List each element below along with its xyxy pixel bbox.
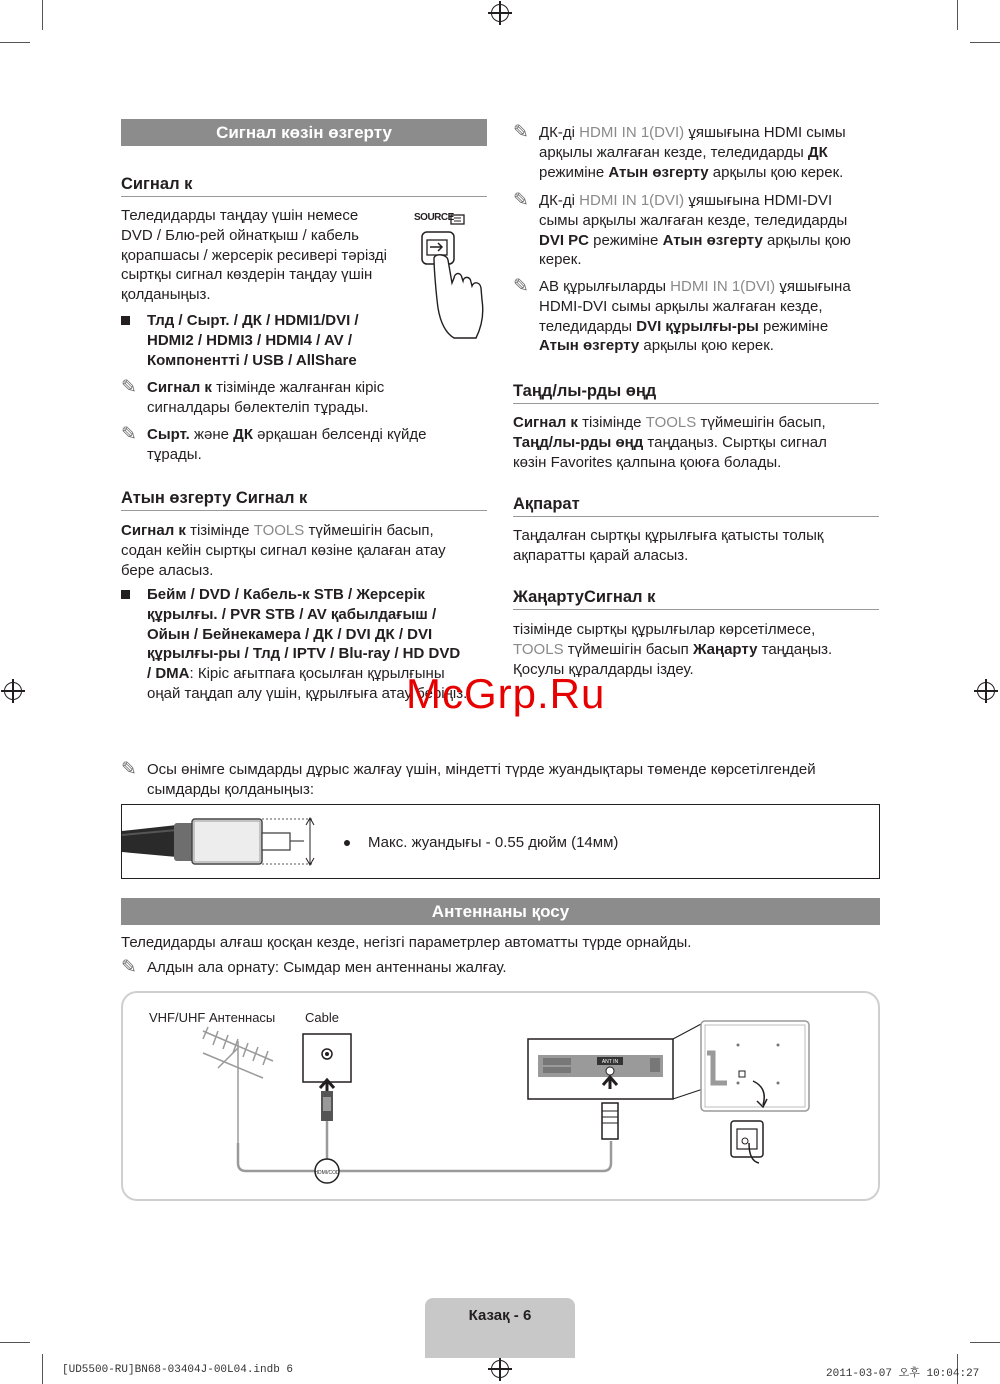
section-banner-antenna: Антеннаны қосу bbox=[121, 898, 880, 925]
crop-mark bbox=[970, 42, 1000, 43]
information-paragraph bbox=[513, 526, 879, 566]
bullet-square bbox=[121, 316, 130, 325]
crop-mark bbox=[0, 42, 30, 43]
text-line: Алдын ала орнату: Сымдар мен антеннаны жалғау. bbox=[147, 959, 507, 976]
registration-mark-top bbox=[491, 4, 509, 22]
cable-label: Cable bbox=[305, 1010, 339, 1025]
heading-refresh: ЖаңартуСигнал к bbox=[513, 588, 879, 610]
crop-mark bbox=[957, 0, 958, 30]
note-ext-pc: ✎ Сырт. және ДК әрқашан белсенді күйде тұрады. bbox=[121, 425, 487, 465]
connection-diagram bbox=[123, 993, 877, 1198]
registration-mark-right bbox=[977, 682, 995, 700]
ant-in-label: ANT IN bbox=[601, 1059, 619, 1065]
section-banner-signal-source: Сигнал көзін өзгерту bbox=[121, 119, 487, 146]
crop-mark bbox=[42, 1354, 43, 1384]
rf-plug-icon bbox=[602, 1103, 618, 1139]
text-line: ақпаратты қарай аласыз. bbox=[513, 546, 689, 564]
note-av-devices: ✎ АВ құрылғыларды HDMI IN 1(DVI) ұяшығына HDMI-DVI сымы арқылы жалғаған кезде, теледидарды DVI құрылғы-ры режиміне Атын өзгерту арқылы қою керек. bbox=[513, 277, 883, 356]
cable-spec-box bbox=[121, 804, 880, 879]
text-line: қолданыңыз. bbox=[121, 286, 211, 304]
text-line: HDMI2 / HDMI3 / HDMI4 / AV / bbox=[147, 331, 353, 349]
bullet-square bbox=[121, 590, 130, 599]
text-line: сигналдары бөлектеліп тұрады. bbox=[147, 398, 369, 416]
cable-spec-item: Макс. жуандығы - 0.55 дюйм (14мм) bbox=[344, 833, 618, 853]
heading-rename: Атын өзгерту Сигнал к bbox=[121, 489, 487, 511]
text-line: сыртқы сигнал көздерін таңдау үшін bbox=[121, 266, 373, 284]
tv-back-icon bbox=[701, 1021, 809, 1111]
note-pencil-icon: ✎ bbox=[513, 189, 529, 211]
text-line: керек. bbox=[539, 251, 582, 269]
footer-timestamp: 2011-03-07 오후 10:04:27 bbox=[826, 1368, 980, 1380]
antenna-icon bbox=[203, 1027, 273, 1143]
cable-plug-illustration bbox=[122, 805, 352, 878]
note-pencil-icon: ✎ bbox=[121, 376, 137, 398]
note-hdmi-pc: ✎ ДК-ді HDMI IN 1(DVI) ұяшығына HDMI сымы арқылы жалғаған кезде, теледидарды ДК режиміне Атын өзгерту арқылы қою керек. bbox=[513, 121, 846, 181]
text-line: содан кейін сыртқы сигнал көзіне қалаған атау bbox=[121, 541, 446, 559]
coax-connector-label: HDMI/COD bbox=[314, 1170, 340, 1176]
registration-mark-left bbox=[4, 682, 22, 700]
crop-mark bbox=[0, 1342, 30, 1343]
watermark: McGrp.Ru bbox=[406, 670, 606, 717]
note-pencil-icon: ✎ bbox=[121, 423, 137, 445]
text-line: қорапшасы / жерсерік ресивері тәрізді bbox=[121, 246, 387, 264]
note-hdmi-dvi-pc: ✎ ДК-ді HDMI IN 1(DVI) ұяшығына HDMI-DVI сымы арқылы жалғаған кезде, теледидарды DVI PC режиміне Атын өзгерту арқылы қою керек. bbox=[513, 191, 883, 270]
text-line: Компоненттi / USB / AllShare bbox=[147, 351, 357, 369]
note-cable-thickness bbox=[121, 760, 891, 800]
note-pencil-icon: ✎ bbox=[121, 956, 137, 978]
hand-pressing-icon bbox=[414, 208, 490, 343]
rename-paragraph: Сигнал к тізімінде TOOLS түймешігін басып, содан кейін сыртқы сигнал көзіне қалаған атау бере аласыз. bbox=[121, 521, 487, 580]
sources-bullet bbox=[121, 311, 421, 370]
note-pencil-icon: ✎ bbox=[513, 275, 529, 297]
vhf-uhf-label: VHF/UHF Антеннасы bbox=[149, 1010, 276, 1025]
source-label: SOURCE bbox=[414, 212, 454, 223]
crop-mark bbox=[970, 1342, 1000, 1343]
text-line: тұрады. bbox=[147, 445, 202, 463]
registration-mark-bottom bbox=[491, 1360, 509, 1378]
text-line: Ойын / Бейнекамера / ДК / DVI ДК / DVI bbox=[147, 625, 433, 643]
antenna-diagram bbox=[121, 991, 880, 1201]
bullet-dot bbox=[344, 840, 350, 846]
heading-signal-list: Сигнал к bbox=[121, 175, 487, 197]
heading-information: Ақпарат bbox=[513, 495, 879, 517]
text-line: Тлд / Сырт. / ДК / HDMI1/DVI / bbox=[147, 312, 359, 329]
note-pencil-icon: ✎ bbox=[513, 121, 529, 143]
note-pencil-icon: ✎ bbox=[121, 758, 137, 780]
text-line: Бейм / DVD / Кабель-к STB / Жерсерік bbox=[147, 586, 425, 603]
page-number: Казақ - 6 bbox=[468, 1307, 532, 1324]
text-line: көзін Favorites қалпына қоюға болады. bbox=[513, 453, 782, 471]
devices-bullet: Бейм / DVD / Кабель-к STB / Жерсерік құрылғы. / PVR STB / AV қабылдағыш / Ойын / Бейнекамера / ДК / DVI ДК / DVI құрылғы-ры / Тлд / IPTV / Blu-ray / HD DVD / DMA: Кіріс ағытпаға қосылған құрылғыны оңай таңдап алу үшін, құрылғыға атау беріңіз. bbox=[121, 585, 487, 704]
text-line: Қосулы құралдарды іздеу. bbox=[513, 660, 694, 678]
refresh-paragraph: тізімінде сыртқы құрылғылар көрсетілмесе, TOOLS түймешігін басып Жаңарту таңдаңыз. Қосулы құралдарды іздеу. bbox=[513, 620, 879, 679]
text-line: сымдарды қолданыңыз: bbox=[147, 780, 314, 798]
antenna-paragraph: Теледидарды алғаш қосқан кезде, негізгі параметрлер автоматты түрде орнайды. bbox=[121, 934, 692, 951]
text-line: HDMI-DVI сымы арқылы жалғаған кезде, bbox=[539, 297, 823, 315]
source-button-illustration bbox=[414, 208, 490, 343]
page-number-tab bbox=[425, 1298, 575, 1358]
text-line: Осы өнімге сымдарды дұрыс жалғау үшін, міндетті түрде жуандықтары төменде көрсетілгендей bbox=[147, 761, 816, 778]
text-line: DVD / Блю-рей ойнатқыш / кабель bbox=[121, 226, 359, 244]
text-line: Теледидарды таңдау үшін немесе bbox=[121, 207, 359, 224]
text-line: құрылғы. / PVR STB / AV қабылдағыш / bbox=[147, 605, 437, 623]
text-line: сымы арқылы жалғаған кезде, теледидарды bbox=[539, 211, 848, 229]
text-line: бере аласыз. bbox=[121, 561, 214, 579]
text-line: Таңдалған сыртқы құрылғыға қатысты толық bbox=[513, 527, 824, 544]
text-line: оңай таңдап алу үшін, құрылғыға атау беріңіз. bbox=[147, 684, 468, 702]
heading-edit-favorites: Таңд/лы-рды өңд bbox=[513, 382, 879, 404]
signal-paragraph bbox=[121, 206, 411, 305]
text-line: құрылғы-ры / Тлд / IPTV / Blu-ray / HD DVD bbox=[147, 645, 461, 663]
text-line: тізімінде сыртқы құрылғылар көрсетілмесе, bbox=[513, 621, 816, 638]
note-preset bbox=[121, 958, 880, 978]
crop-mark bbox=[42, 0, 43, 30]
note-signal-list: ✎ Сигнал к тізімінде жалғанған кіріс сигналдары бөлектеліп тұрады. bbox=[121, 378, 487, 418]
footer-file-info: [UD5500-RU]BN68-03404J-00L04.indb 6 bbox=[62, 1364, 294, 1376]
favorites-paragraph: Сигнал к тізімінде TOOLS түймешігін басып, Таңд/лы-рды өңд таңдаңыз. Сыртқы сигнал көзін Favorites қалпына қоюға болады. bbox=[513, 413, 879, 472]
